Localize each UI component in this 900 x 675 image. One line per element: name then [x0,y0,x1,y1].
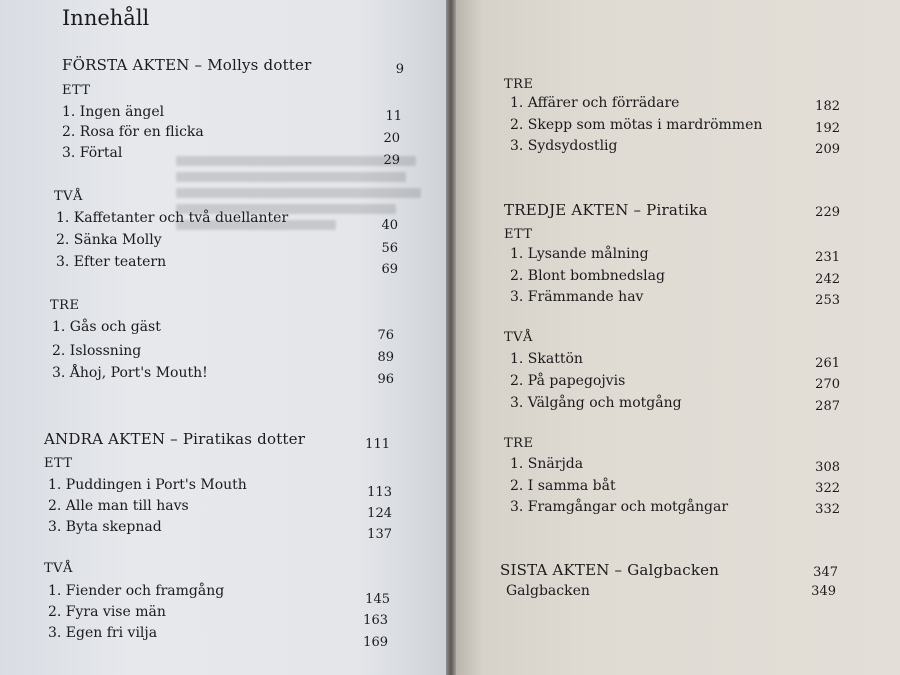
chapter-title: Galgbacken [506,583,590,599]
chapter-title: 2. På papegojvis [510,373,626,389]
section-label: TVÅ [44,561,73,576]
chapter-title: 2. Blont bombnedslag [510,268,665,284]
chapter-page: 253 [815,293,840,308]
chapter-page: 137 [367,527,392,542]
chapter-page: 20 [383,131,400,146]
chapter-page: 322 [815,481,840,496]
chapter-title: 2. I samma båt [510,478,616,494]
chapter-page: 145 [365,592,390,607]
chapter-page: 231 [815,250,840,265]
section-label: TRE [504,436,534,451]
section-label: TVÅ [504,330,533,345]
chapter-page: 163 [363,613,388,628]
chapter-title: 1. Skattön [510,351,583,367]
chapter-title: 3. Välgång och motgång [510,395,682,411]
chapter-page: 182 [815,99,840,114]
chapter-title: 3. Egen fri vilja [48,625,158,641]
act-title: TREDJE AKTEN – Piratika [504,201,708,219]
section-label: ETT [44,456,73,471]
chapter-page: 40 [381,218,398,233]
chapter-page: 192 [815,121,840,136]
chapter-title: 3. Förtal [62,145,123,161]
chapter-page: 113 [367,485,392,500]
chapter-title: 1. Affärer och förrädare [510,95,680,111]
act-page: 229 [815,205,840,220]
chapter-title: 3. Byta skepnad [48,519,162,535]
left-page [0,0,446,675]
chapter-title: 1. Kaffetanter och två duellanter [56,210,289,226]
chapter-page: 169 [363,635,388,650]
chapter-page: 69 [381,262,398,277]
chapter-title: 3. Efter teatern [56,254,167,270]
chapter-page: 96 [377,372,394,387]
chapter-title: 1. Gås och gäst [52,319,161,335]
book-gutter [446,0,456,675]
section-label: TRE [504,77,534,92]
chapter-page: 56 [381,241,398,256]
chapter-title: 3. Åhoj, Port's Mouth! [52,365,208,381]
act-page: 9 [395,62,404,77]
act-page: 111 [365,437,390,452]
chapter-page: 349 [811,584,836,599]
chapter-page: 242 [815,272,840,287]
chapter-page: 332 [815,502,840,517]
chapter-title: 1. Puddingen i Port's Mouth [48,477,247,493]
chapter-page: 209 [815,142,840,157]
chapter-page: 29 [383,153,400,168]
chapter-page: 11 [385,109,402,124]
chapter-title: 1. Ingen ängel [62,104,165,120]
chapter-page: 270 [815,377,840,392]
act-page: 347 [813,565,838,580]
act-title: SISTA AKTEN – Galgbacken [500,561,720,579]
chapter-title: 2. Sänka Molly [56,232,162,248]
chapter-page: 287 [815,399,840,414]
chapter-page: 261 [815,356,840,371]
chapter-title: 3. Framgångar och motgångar [510,499,729,515]
chapter-title: 2. Skepp som mötas i mardrömmen [510,117,763,133]
chapter-title: 1. Fiender och framgång [48,583,225,599]
chapter-title: 3. Främmande hav [510,289,644,305]
section-label: ETT [504,227,533,242]
section-label: ETT [62,83,91,98]
chapter-page: 89 [377,350,394,365]
right-page [456,0,900,675]
chapter-title: 2. Alle man till havs [48,498,189,514]
act-title: ANDRA AKTEN – Piratikas dotter [44,430,306,448]
section-label: TVÅ [54,189,83,204]
chapter-title: 2. Fyra vise män [48,604,166,620]
contents-heading: Innehåll [62,6,150,30]
chapter-title: 3. Sydsydostlig [510,138,618,154]
act-title: FÖRSTA AKTEN – Mollys dotter [62,56,312,74]
chapter-title: 2. Rosa för en flicka [62,124,204,140]
chapter-page: 308 [815,460,840,475]
chapter-page: 76 [377,328,394,343]
chapter-title: 1. Lysande målning [510,246,649,262]
chapter-page: 124 [367,506,392,521]
chapter-title: 2. Islossning [52,343,142,359]
section-label: TRE [50,298,80,313]
chapter-title: 1. Snärjda [510,456,584,472]
